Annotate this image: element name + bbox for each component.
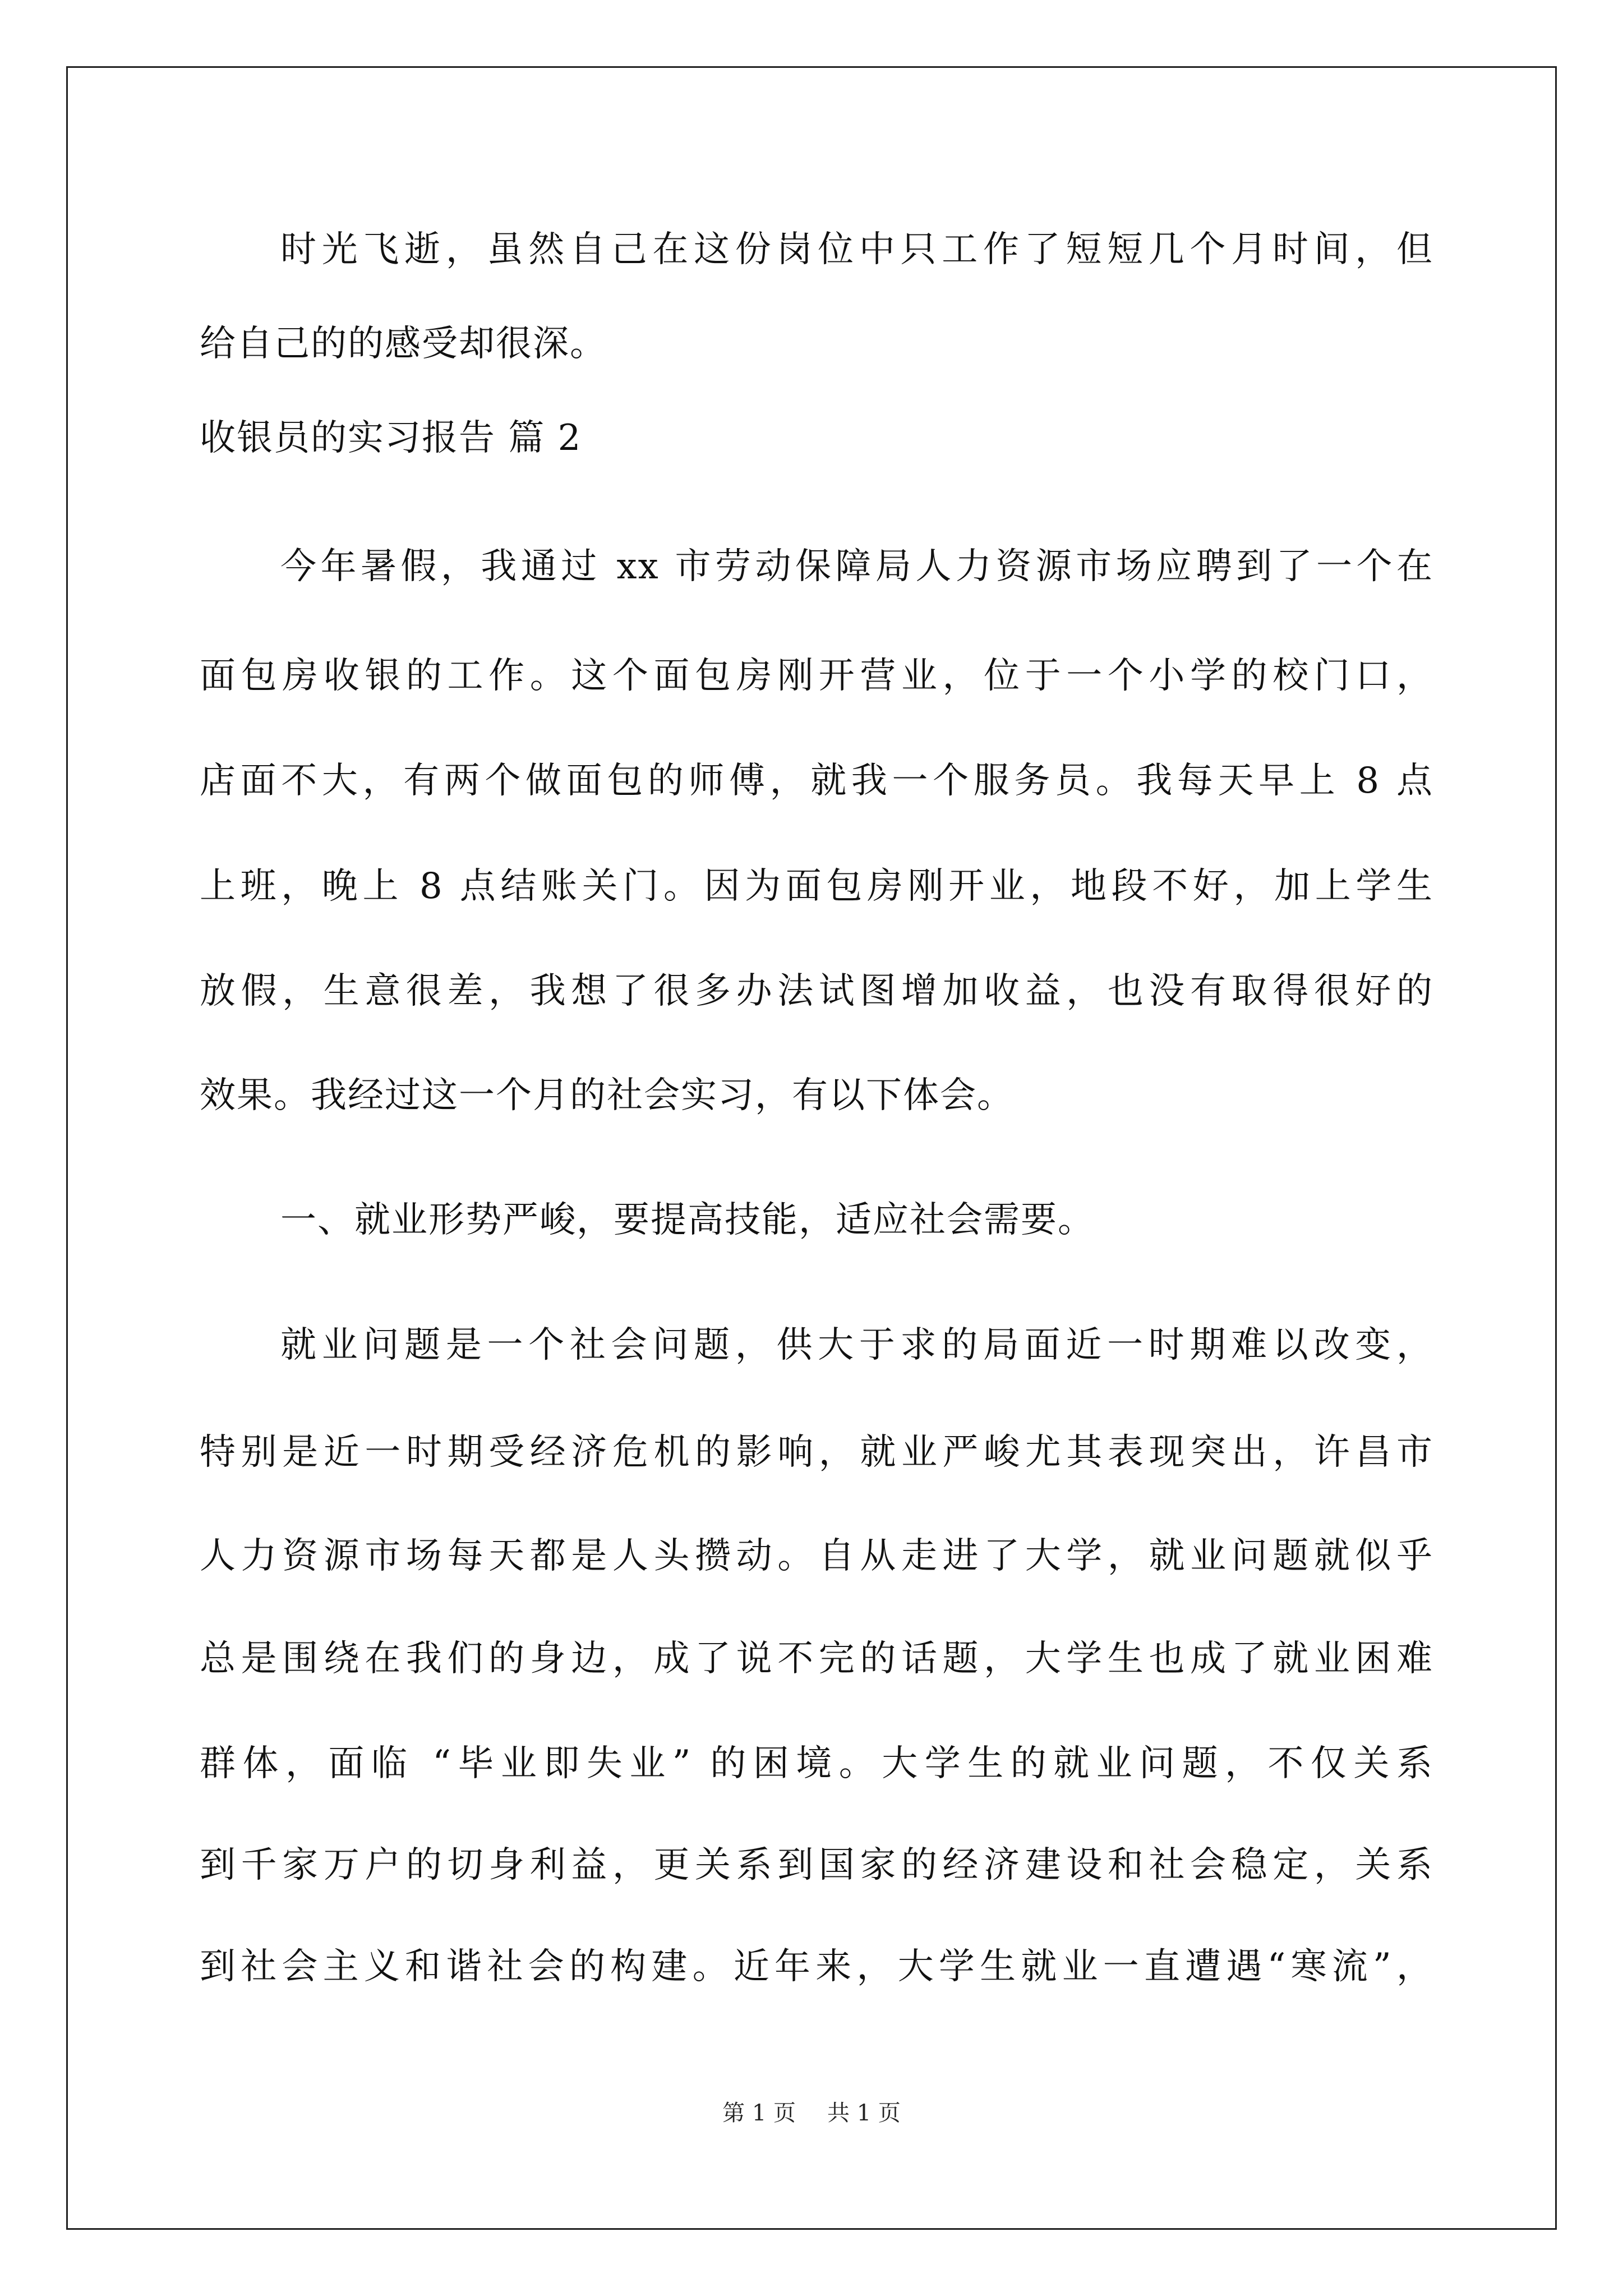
paragraph-line: 面包房收银的工作。这个面包房刚开营业，位于一个小学的校门口，	[200, 655, 1433, 697]
paragraph-line: 今年暑假，我通过 xx 市劳动保障局人力资源市场应聘到了一个在	[280, 546, 1433, 587]
paragraph-line: 效果。我经过这一个月的社会实习，有以下体会。	[200, 1075, 1014, 1116]
paragraph-line: 到千家万户的切身利益，更关系到国家的经济建设和社会稳定，关系	[200, 1844, 1433, 1886]
paragraph-line: 特别是近一时期受经济危机的影响，就业严峻尤其表现突出，许昌市	[200, 1432, 1433, 1473]
paragraph-line: 上班，晚上 8 点结账关门。因为面包房刚开业，地段不好，加上学生	[200, 866, 1433, 907]
section-heading: 收银员的实习报告 篇 2	[200, 417, 582, 459]
paragraph-line: 人力资源市场每天都是人头攒动。自从走进了大学，就业问题就似乎	[200, 1535, 1433, 1577]
paragraph-line: 给自己的的感受却很深。	[200, 323, 607, 365]
page-footer	[0, 2099, 1623, 2127]
page-number: 第 1 页	[722, 2100, 796, 2126]
paragraph-line: 放假，生意很差，我想了很多办法试图增加收益，也没有取得很好的	[200, 970, 1433, 1012]
paragraph-line: 总是围绕在我们的身边，成了说不完的话题，大学生也成了就业困难	[200, 1638, 1433, 1680]
paragraph-line: 店面不大，有两个做面包的师傅，就我一个服务员。我每天早上 8 点	[200, 760, 1433, 802]
paragraph-line: 到社会主义和谐社会的构建。近年来，大学生就业一直遭遇“寒流”，	[200, 1946, 1433, 1987]
paragraph-line: 时光飞逝，虽然自己在这份岗位中只工作了短短几个月时间，但	[280, 229, 1433, 270]
page-border	[66, 66, 1557, 2230]
subheading: 一、就业形势严峻，要提高技能，适应社会需要。	[280, 1199, 1095, 1241]
paragraph-line: 就业问题是一个社会问题，供大于求的局面近一时期难以改变，	[280, 1324, 1433, 1366]
paragraph-line: 群体，面临 “毕业即失业” 的困境。大学生的就业问题，不仅关系	[200, 1743, 1433, 1784]
page-total: 共 1 页	[827, 2100, 901, 2126]
